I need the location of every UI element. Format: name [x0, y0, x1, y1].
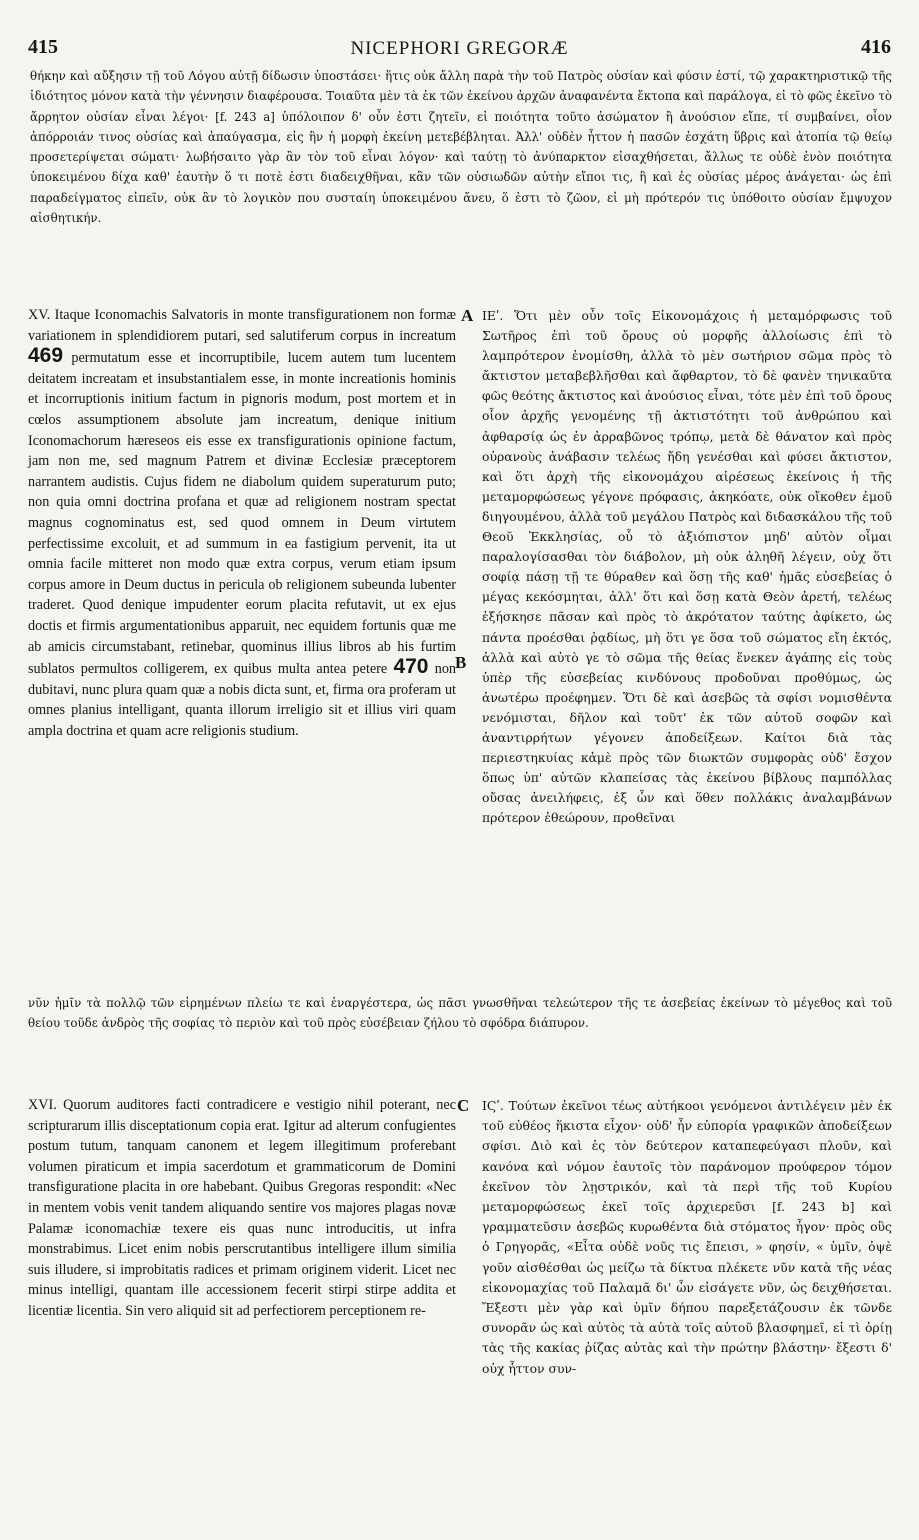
- greek-paragraph-xv: ΙΕʹ. Ὅτι μὲν οὖν τοῖς Εἰκονομάχοις ἡ μεταμόρφωσις τοῦ Σωτῆρος ἐπὶ τοῦ ὄρους οὐ μορφῆς ἀλλοίωσις ἐπὶ τὸ λαμπρότερον ἐνομίσθη, ἀλλὰ τὸ μὲν σωτήριον σῶμα πρὸς τὸ ἄκτιστον μεταβεβλῆσθαι καὶ ἄφθαρτον, τὸ δὲ φανὲν τηνικαῦτα φῶς θεότης ἄκτιστος καὶ ἀνούσιος εἶναι, τότε μὲν ἐπὶ τοῦ ὄρους οἷον ἀρχῆς γενομένης τῇ ἀκτιστότητι τοῦ ἀνθρώπου καὶ ἀφθαρσίᾳ ὡς ἐν ἀρραβῶνος τρόπῳ, μετὰ δὲ θάνατον καὶ πρὸς οὐρανοὺς ἀνάβασιν τελέως ἤδη γενέσθαι καὶ φύσει ἄκτιστον, καὶ ὅτι ἀρχὴ τῆς εἰκονομάχου αἱρέσεως ἐκείνοις ἡ τῆς μεταμορφώσεως γέγονε πρόφασις, ἀκηκόατε, οὐκ οἴκοθεν ἐμοῦ διηγουμένου, ἀλλὰ τοῦ μεγάλου Πατρὸς καὶ διδασκάλου τῆς τοῦ Θεοῦ Ἐκκλησίας, οὗ τὸ ἀξιόπιστον μηδ' αὐτὸν οἶμαι παραλογίσασθαι τὸν διάβολον, μὴ οὐκ ἀληθῆ λέγειν, οὐχ ὅτι σοφίᾳ πάσῃ τῇ τε θύραθεν καὶ ὅσῃ τῆς καθ' ἡμᾶς εὐσεβείας ὁ μέγας κεκόσμηται, ἀλλ' ὅτι καὶ ὅσῃ κατὰ Θεὸν ἀρετή, τελέως ἐξήσκησε πᾶσαν καὶ πρὸς τὸ ἀκρότατον ταύτης ἀφίκετο, ὡς πάντα προέσθαι ῥᾳδίως, μὴ ὅτι γε ὅσα τοῦ σώματος εἴη ἐκτός, ἀλλὰ καὶ αὐτὸ γε τὸ σῶμα τῆς θείας ἕνεκεν ἀγάπης εἰς τοὺς ὑπὲρ τῆς εὐσεβείας κινδύνους προδοῦναι προθύμως, ὡς ἀνωτέρω προέφημεν. Ὅτι δὲ καὶ ἀσεβῶς τὰ σφίσι νομισθέντα νενόμισται, δῆλον καὶ τοῦτ' ἐκ τῶν αὐτοῦ σοφῶν καὶ ἀναντιρρήτων γέγονεν ἀποδείξεων. Καίτοι διὰ τὰς περιεστηκυίας κἀμὲ πρὸς τῶν διωκτῶν συμφορὰς οὐδ' ἔσχον ὅπως ὑπ' αὐτῶν κλαπείσας τὰς ἐκείνου βίβλους παμπόλλας οὔσας ἀνειλήφεις, ἐξ ὧν καὶ ὅθεν πολλάκις ἀναλαμβάνων πρότερον ἐθεώρουν, προθεῖναι: [482, 308, 892, 826]
- latin-xv-part-2: permutatum esse et incorruptibile, lucem autem tum lucentem deitatem increatam et insubstantialem esse, in monte increationis hominis et incorruptionis initium factum in pignoris modum, post mortem et in cœlos assumptionem absolute jam increatum, denique initium Iconomachorum hæreseos eis esse ex transfigurationis opinione factum, jam non me, sed magnum Patrem et divinæ Ecclesiæ præceptorem narrantem audistis. Cujus fidem ne diabolum quidem superaturum puto; non quia omni doctrina profana et quæ ad religionem nostram spectat magnus cognominatus est, sed quod omnem in Deum virtutem perfectissime excoluit, et ad summum in ea fastigium pervenit, ita ut omnia facile mitteret non modo quæ extra corpus, verum etiam ipsum corpus amore in Deum ductus in pericula ob religionem subeunda lubenter traderet. Quod denique impudenter eorum placita refutavit, ut ex ejus doctis et firmis argumentationibus apparuit, nec equidem fortunis quæ me ab amicis circumstabant, retinebar, quominus illius libros ab his furtim sublatos permultos colligerem, ex quibus multa antea petere: [28, 350, 456, 678]
- left-page-number: 415: [28, 36, 58, 58]
- latin-xv-part-1: XV. Itaque Iconomachis Salvatoris in monte transfigurationem non formæ variationem in splendidiorem putari, sed salutiferum corpus in increatum: [28, 307, 456, 344]
- running-title: NICEPHORI GREGORÆ: [350, 38, 569, 59]
- page-header: [28, 36, 891, 66]
- greek-paragraph-top: θήκην καὶ αὔξησιν τῇ τοῦ Λόγου αὐτῇ δίδωσιν ὑποστάσει· ἥτις οὐκ ἄλλη παρὰ τὴν τοῦ Πατρὸς οὐσίαν καὶ φύσιν ἐστί, τῷ χαρακτηριστικῷ τῆς ἰδιότητος μόνον κατὰ τὴν γέννησιν διαφέρουσα. Τοιαῦτα μὲν τὰ ἐκ τῶν ἐκείνου ἀρχῶν ἀναφανέντα ἔκτοπα καὶ παράλογα, εἰ τὸ φῶς ἐκεῖνο τὸ ἄρρητον οὐσίαν εἶναι λέγοι· [f. 243 a] ὑπόλοιπον δ' οὖν ἐστι ζητεῖν, εἰ ποιότητα τοῦτο ἀσώματον ἢ ἀνούσιον εἴπε, τί συμβαίνει, οἷον ἀπόρροιάν τινος οὐσίας καὶ ἀπαύγασμα, εἰς ἣν ἡ μορφὴ ἐκείνη μετεβέβληται. Ἀλλ' οὐδὲν ἧττον ἡ πασῶν ἐσχάτη ὕβρις καὶ ἀτοπία τῷ θείῳ προσετερίψεται σώματι· λωβήσαιτο γὰρ ἂν τὸν τοῦ εἶναι λόγον· καὶ ταύτῃ τὸ ἀνύπαρκτον εἰσαχθήσεται, ἄλλως τε οὐδὲ ἐνὸν ποιότητα ὑποκειμένου δίχα καθ' ἑαυτὴν ὅ τι ποτὲ ἐστι διαδειχθῆναι, κἂν τῶν οὐσιωδῶν αὐτὴν εἴποι τις, ἣ καὶ ἐς οὐσίας μέρος ἀνάγεται· ὡς ἐπὶ παραδείγματος εἰπεῖν, οὐκ ἂν τὸ λογικὸν που συσταίη ὑποκειμένου ἄνευ, ὅ ἐστι τὸ ζῶον, εἰ μὴ πρότερόν τις ὑπόθοιτο οὐσίαν ἔμψυχον αἰσθητικήν.: [30, 69, 892, 226]
- greek-paragraph-xvi: ΙϚʹ. Τούτων ἐκεῖνοι τέως αὐτήκοοι γενόμενοι ἀντιλέγειν μὲν ἐκ τοῦ εὐθέος ἥκιστα εἶχον· οὐδ' ἦν εὐπορία γραφικῶν ἀποδείξεων σφίσι. Διὸ καὶ ἐς τὸν δεύτερον καταπεφεύγασι πλοῦν, καὶ κανόνα καὶ νόμον ἑαυτοῖς τὸν παράνομον προύφερον τόμον ἐκεῖνον τὸν λῃστρικόν, καὶ τὰ περὶ τῆς τοῦ Κυρίου μεταμορφώσεως ἐκεῖ τοῖς ἀρχιερεῦσι [f. 243 b] καὶ γραμματεῦσιν ἀσεβῶς κυρωθέντα διὰ στόματος ἦγον· πρὸς οὓς ὁ Γρηγορᾶς, «Εἶτα οὐδὲ νοῦς τις ἔπεισι, » φησίν, « ὑμῖν, ὀψὲ γοῦν αἰσθέσθαι ὡς μείζω τὰ δίκτυα πλέκετε νῦν κατὰ τῆς νέας εἰκονομαχίας τοῦ Παλαμᾶ δι' ὧν εἰσάγετε νῦν, ὡς δειχθήσεται. Ἔξεστι μὲν γὰρ καὶ ὑμῖν δήπου παρεξετάζουσιν ἐκ τῶνδε συνορᾶν ὡς καὶ αὐτὸς τὰ αὐτὰ τοῖς αὐτοῦ βλασφημεῖ, εἰ τὶ ὁρίῃ τὰς τῆς κακίας ῥίζας αὐτὰς καὶ τὴν πρώτην βλάστην· ἔξεστι δ' οὐχ ἧττον συν-: [482, 1098, 892, 1376]
- latin-paragraph-xvi: XVI. Quorum auditores facti contradicere e vestigio nihil poterant, nec scripturarum illis disceptationum copia erat. Igitur ad alterum confugientes postum tutum, tanquam canonem et legem illegitimum proferebant volumen piraticum et impia sacerdotum et grammaticorum de Domini transfigurationе placita in ore habebant. Quibus Gregoras respondit: «Nec in mentem vobis venit tandem aliquando sentire vos majores plagas novæ Palamæ iconomachiæ texere eis quas nunc introducitis, ut infra monstrabimus. Licet enim nobis perscrutantibus intelligere illum similia suis illudere, si improbitatis radices et primam originem viderit. Licet nec minus intelligi, quantam ille accessionem fecerit stirpi stirpe addita et licentiæ licentia. Sin vero aliquid sit ad perfectiorem perceptionem re-: [28, 1097, 456, 1319]
- greek-paragraph-continuation: νῦν ἡμῖν τὰ πολλῷ τῶν εἰρημένων πλείω τε καὶ ἐναργέστερα, ὡς πᾶσι γνωσθῆναι τελεώτερον τῆς τε ἀσεβείας ἐκείνων τὸ μέγεθος καὶ τοῦ θείου τοῦδε ἀνδρὸς τῆς σοφίας τὸ περιὸν καὶ τοῦ πρὸς εὐσέβειαν ζήλου τὸ σφόδρα διάπυρον.: [28, 996, 892, 1031]
- section-marker-a: A: [461, 306, 474, 325]
- latin-xv-part-3: non dubitavi, nunc plura quam quæ a nobis dicta sunt, et, firma ora proferam ut omnes planius intelligant, quanta illorum irreligio sit et illius viri quam ampla doctrina et quam acre religionis studium.: [28, 661, 457, 739]
- section-marker-b: B: [455, 653, 467, 672]
- section-marker-c: C: [457, 1096, 470, 1115]
- right-page-number: 416: [861, 36, 891, 58]
- margin-number-469: 469: [28, 344, 64, 368]
- latin-paragraph-xv: [28, 305, 456, 741]
- margin-number-470: 470: [393, 655, 429, 679]
